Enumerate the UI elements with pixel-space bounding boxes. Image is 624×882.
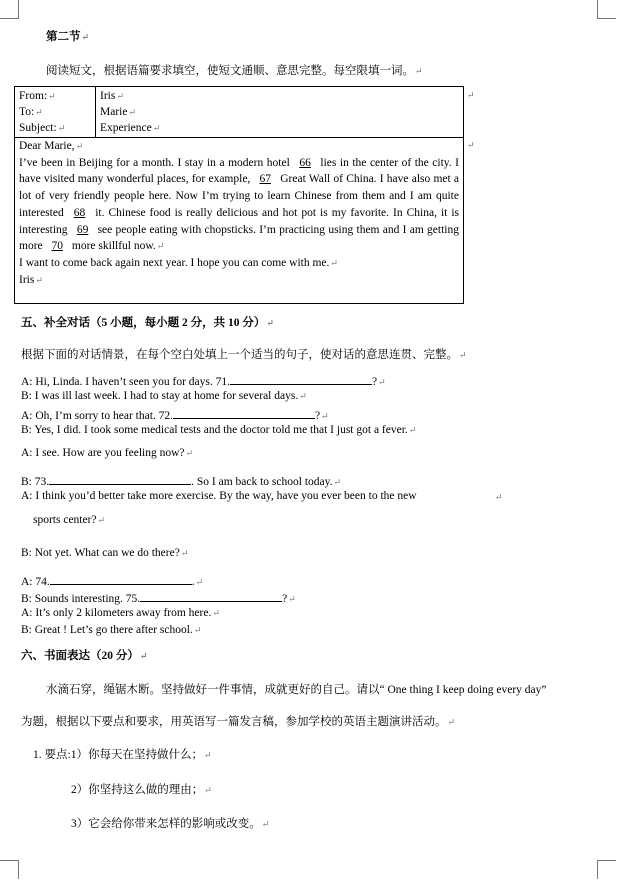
- dialogue-line-74: A: 74. .↵: [21, 573, 203, 588]
- crop-mark-bottom-left: [0, 860, 19, 879]
- email-header-values: Iris↵ Marie↵ Experience↵: [96, 87, 464, 138]
- dialogue-line-7-mark: ↵: [495, 492, 503, 502]
- dialogue-line-2: B: I was ill last week. I had to stay at home for several days.↵: [21, 390, 307, 402]
- answer-blank-75[interactable]: [140, 590, 282, 602]
- section6-title: 六、书面表达（20 分）↵: [21, 650, 148, 662]
- answer-blank-73[interactable]: [49, 473, 191, 485]
- dialogue-line-5: A: I see. How are you feeling now?↵: [21, 447, 194, 459]
- blank-66: 66: [299, 156, 311, 169]
- table-row-mark-1: ↵: [467, 90, 475, 100]
- dialogue-line-73: B: 73. . So I am back to school today.↵: [21, 473, 341, 488]
- section6-point-1: 1. 要点:1）你每天在坚持做什么；↵: [33, 749, 212, 761]
- section6-intro-line1: 水滴石穿，绳锯木断。坚持做好一件事情，成就更好的自己。请以“ One thing I keep doing every day”: [46, 684, 547, 696]
- section5-instruction: 根据下面的对话情景，在每个空白处填上一个适当的句子，使对话的意思连贯、完整。↵: [21, 349, 467, 361]
- blank-69: 69: [76, 223, 89, 236]
- dialogue-line-7b: sports center?↵: [33, 514, 106, 526]
- answer-blank-74[interactable]: [50, 573, 192, 585]
- email-paragraph-1: I’ve been in Beijing for a month. I stay in a modern hotel 66 lies in the center of the city. I have visited many wonderful places, for example, 67 Great Wall of China. I have also met a lot of very friendly people here. Now I’m trying to learn Chinese from them and I am quite interested 68 it. Chinese food is really delicious and hot pot is my favorite. In China, it is interesting 69 see people eating with chopsticks. I’m practicing using them and I am getting more 70 more skillful now.↵: [19, 156, 460, 253]
- dialogue-line-12: B: Great ! Let’s go there after school.↵: [21, 624, 202, 636]
- email-paragraph-2: I want to come back again next year. I hope you can come with me.↵: [19, 256, 338, 269]
- section2-instruction: 阅读短文，根据语篇要求填空，使短文通顺、意思完整。每空限填一词。↵: [46, 65, 423, 77]
- dialogue-line-75: B: Sounds interesting. 75. ?↵: [21, 590, 296, 605]
- section6-intro-line2: 为题，根据以下要点和要求，用英语写一篇发言稿，参加学校的英语主题演讲活动。↵: [21, 716, 456, 728]
- crop-mark-top-left: [0, 0, 19, 19]
- dialogue-line-71: A: Hi, Linda. I haven’t seen you for days. 71. ?↵: [21, 373, 386, 388]
- table-row-mark-2: ↵: [467, 140, 475, 150]
- dialogue-line-72: A: Oh, I’m sorry to hear that. 72. ?↵: [21, 407, 329, 422]
- answer-blank-71[interactable]: [230, 373, 372, 385]
- section2-title: 第二节↵: [46, 31, 90, 43]
- blank-68: 68: [73, 206, 86, 219]
- dialogue-line-7: A: I think you’d better take more exercise. By the way, have you ever been to the new: [21, 490, 417, 502]
- dialogue-line-8: B: Not yet. What can we do there?↵: [21, 547, 189, 559]
- dialogue-line-11: A: It’s only 2 kilometers away from here.↵: [21, 607, 220, 619]
- blank-67: 67: [259, 173, 272, 186]
- email-header-table: [14, 86, 464, 138]
- crop-mark-bottom-right: [597, 860, 616, 879]
- email-body: [14, 136, 464, 304]
- crop-mark-top-right: [597, 0, 616, 19]
- email-greeting: Dear Marie,↵: [19, 140, 84, 152]
- section6-point-2: 2）你坚持这么做的理由；↵: [71, 784, 212, 796]
- email-signature: Iris↵: [19, 273, 43, 286]
- email-header-labels: From:↵ To:↵ Subject:↵: [15, 87, 96, 138]
- dialogue-line-4: B: Yes, I did. I took some medical tests and the doctor told me that I just got a fever.↵: [21, 424, 417, 436]
- section5-title: 五、补全对话（5 小题，每小题 2 分，共 10 分）↵: [21, 317, 274, 329]
- section6-point-3: 3）它会给你带来怎样的影响或改变。↵: [71, 818, 270, 830]
- answer-blank-72[interactable]: [173, 407, 315, 419]
- blank-70: 70: [51, 240, 64, 253]
